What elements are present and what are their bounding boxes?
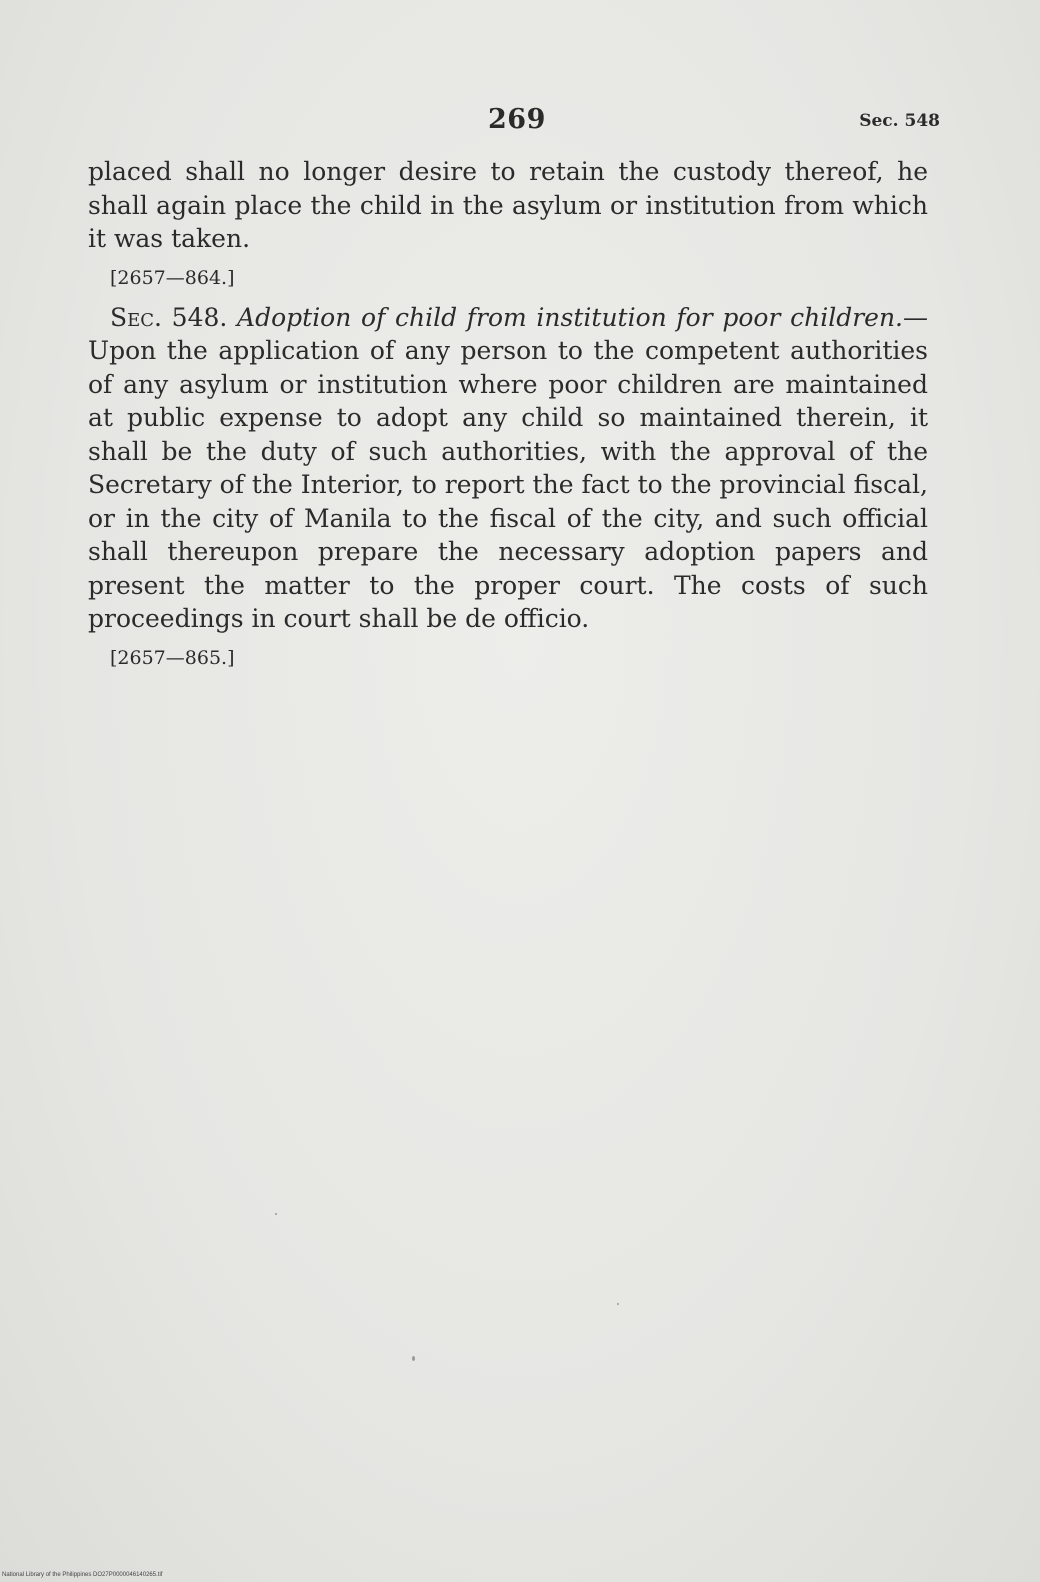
citation-864: [2657—864.] — [110, 266, 235, 289]
scan-speck — [617, 1303, 619, 1305]
page-header — [0, 104, 1040, 144]
running-section-reference: Sec. 548 — [859, 111, 940, 131]
scan-footer-label: National Library of the Philippines DO27P0000046140265.tif — [2, 1572, 163, 1578]
citation-865: [2657—865.] — [110, 646, 235, 669]
section-body: —Upon the application of any person to the competent authorities of any asylum or institution where poor children are maintained at public expense to adopt any child so maintained therein, it shall be the duty of such authorities, with the approval of the Secretary of the Interior, to report the fact to the provincial fiscal, or in the city of Manila to the fiscal of the city, and such official shall thereupon prepare the necessary adoption papers and present the matter to the proper court. The costs of such proceedings in court shall be de officio. — [88, 302, 928, 633]
section-label: Sec. 548. — [110, 302, 228, 332]
scan-speck — [275, 1213, 277, 1215]
page-number: 269 — [488, 104, 546, 135]
continuation-paragraph: placed shall no longer desire to retain the custody thereof, he shall again place the child in the asylum or institution from which it was taken. — [88, 157, 928, 253]
scan-speck — [412, 1356, 415, 1361]
page-body — [88, 155, 928, 681]
section-title: Adoption of child from institution for poor children. — [237, 302, 903, 332]
section-548-paragraph — [88, 301, 928, 636]
